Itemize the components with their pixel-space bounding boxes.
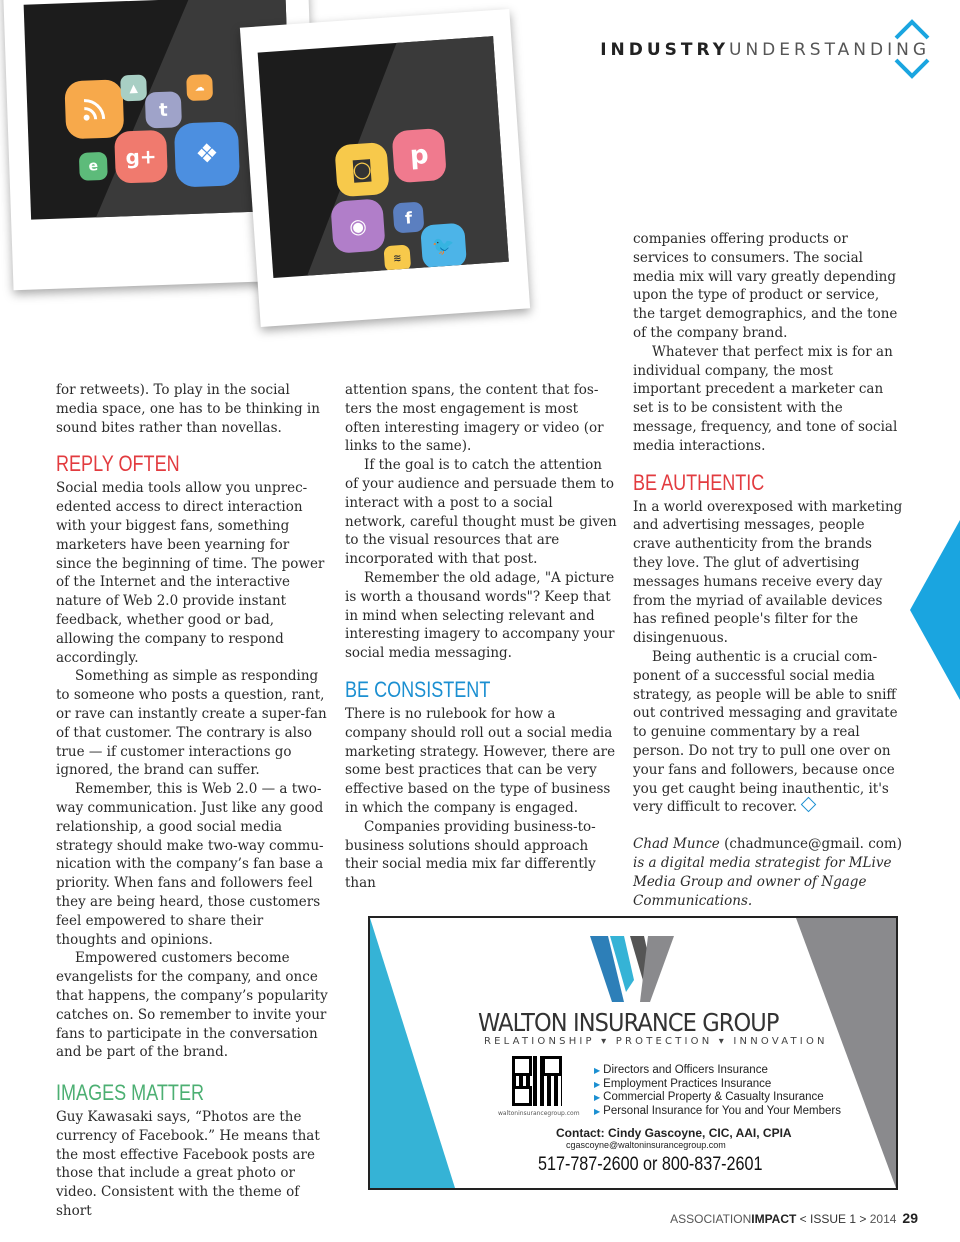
ad-email[interactable]: cgascoyne@waltoninsurancegroup.com <box>566 1140 726 1150</box>
column-1 <box>56 381 328 1221</box>
facebook-icon: f <box>392 201 424 233</box>
paragraph: There is no rulebook for how a company should roll out a social media marketing strategy. However, there are some best practices that can be very effective based on the type of business in which the company is engaged. <box>345 705 616 816</box>
footer-brand-bold: IMPACT <box>751 1212 797 1226</box>
paragraph: Empowered customers become evangelists for the company, and once that happens, the company’s popularity catches on. So remember to invite your fans to participate in the conversation and be part of the brand. <box>56 950 328 1061</box>
author-name: Chad Munce <box>633 836 720 853</box>
dropbox-icon: ❖ <box>174 121 240 187</box>
walton-insurance-ad <box>368 916 898 1190</box>
paragraph: Remember the old adage, "A picture is worth a thousand words"? Keep that in mind when selecting relevant and interesting imagery to accompany your social media messaging. <box>345 569 615 662</box>
heading-be-consistent: BE CONSISTENT <box>345 676 491 702</box>
ad-company-name: WALTON INSURANCE GROUP <box>478 1008 779 1037</box>
ad-blue-accent <box>370 918 455 1188</box>
paragraph: for retweets). To play in the social media space, one has to be thinking in sound bites rather than novellas. <box>56 382 320 436</box>
google-drive-icon: ▲ <box>120 74 147 101</box>
paragraph: Companies providing business-to-business solutions should approach their social media mix far differently than <box>345 818 596 892</box>
heading-be-authentic: BE AUTHENTIC <box>633 469 765 495</box>
qr-code-icon <box>512 1056 562 1106</box>
tumblr-icon: t <box>145 91 182 128</box>
instagram-icon: ◙ <box>334 142 390 198</box>
page-footer <box>670 1210 918 1226</box>
diamond-chevron-icon <box>892 14 932 84</box>
twitter-icon: 🐦 <box>420 223 467 270</box>
ad-services-list <box>594 1064 841 1118</box>
google-plus-icon: g+ <box>114 130 168 184</box>
column-2 <box>345 381 617 893</box>
ad-service-item: ▶ Directors and Officers Insurance <box>594 1064 841 1078</box>
paragraph: If the goal is to catch the attention of your audience and persuade them to interact with a post to a social network, careful thought must be given to the visual resources that are incorporated with that post. <box>345 457 617 568</box>
section-title-light: UNDERSTANDING <box>729 40 930 60</box>
paragraph: Whatever that perfect mix is for an individual company, the most important precedent a marketer can set is to be consistent with the message, frequency, and tone of social media interactions. <box>633 343 898 454</box>
paragraph <box>633 648 905 817</box>
soundcloud-icon: ☁ <box>186 74 213 101</box>
column-3 <box>633 230 905 910</box>
evernote-icon: e <box>79 152 108 181</box>
ad-service-item: ▶ Commercial Property & Casualty Insurance <box>594 1091 841 1105</box>
ad-contact: Contact: Cindy Gascoyne, CIC, AAI, CPIA <box>556 1126 792 1140</box>
polaroid-photo-right <box>240 9 530 327</box>
footer-issue: < ISSUE 1 > <box>796 1212 870 1226</box>
social-icons-photo-2 <box>258 36 509 278</box>
paragraph: Social media tools allow you unprecedented access to direct interaction with your biggest fans, something marketers have been yearning for since the beginning of time. The power of the Internet and the interactive nature of Web 2.0 provide instant feedback, whether good or bad, allowing the company to respond accordingly. <box>56 480 325 666</box>
ad-phone: 517-787-2600 or 800-837-2601 <box>538 1154 763 1175</box>
author-email: (chadmunce@gmail. com) <box>724 836 902 853</box>
paragraph: Something as simple as responding to someone who posts a question, rant, or rave can instantly create a super-fan of that customer. The contrary is also true — if customer interactions go ignored, the brand can suffer. <box>56 668 327 779</box>
ad-url[interactable]: waltoninsurancegroup.com <box>498 1110 580 1117</box>
footer-year: 2014 <box>869 1212 897 1226</box>
ad-service-item: ▶ Personal Insurance for You and Your Members <box>594 1105 841 1119</box>
paragraph: Remember, this is Web 2.0 — a two-way communication. Just like any good relationship, a good social media strategy should make two-way communication with the company’s fan base a priority. When fans and followers feel they are being heard, those customers feel empowered to share their thoughts and opinions. <box>56 781 324 948</box>
paragraph: In a world overexposed with marketing and advertising messages, people crave authenticity from the brands they love. The glut of advertising messages humans receive every day from the myriad of available devices has refined people's filter for the disingenuous. <box>633 498 903 647</box>
section-header <box>600 40 930 60</box>
paragraph-text: Being authentic is a crucial component of a successful social media strategy, as people will be able to sniff out contrived messaging and gravitate to genuine commentary by a real person. Do not try to pull one over on your fans and followers, because once you get caught being inauthentic, it's very difficult to recover. <box>633 648 898 816</box>
footer-brand-light: ASSOCIATION <box>670 1212 752 1226</box>
page-number: 29 <box>902 1210 918 1226</box>
pinterest-icon: p <box>391 128 447 184</box>
author-byline <box>633 835 905 910</box>
section-title-bold: INDUSTRY <box>600 40 729 60</box>
paragraph: companies offering products or services to consumers. The social media mix will vary greatly depending upon the type of product or service, the target demographics, and the tone of the company brand. <box>633 231 898 341</box>
heading-images-matter: IMAGES MATTER <box>56 1080 205 1106</box>
author-bio: is a digital media strategist for MLive Media Group and owner of Ngage Communications. <box>633 854 892 909</box>
page-edge-arrow-icon <box>910 520 960 700</box>
paragraph: attention spans, the content that fosters the most engagement is most often interesting imagery or video (or links to the same). <box>345 382 604 455</box>
paragraph: Guy Kawasaki says, “Photos are the currency of Facebook.” He means that the most effective Facebook posts are those that include a great photo or video. Consistent with the theme of short <box>56 1109 320 1220</box>
stumbleupon-icon: ≋ <box>383 244 411 272</box>
picasa-icon: ◉ <box>330 198 386 254</box>
ad-gray-accent <box>796 918 896 1188</box>
rss-icon <box>64 79 124 139</box>
ad-tagline: RELATIONSHIP ▾ PROTECTION ▾ INNOVATION <box>484 1036 828 1047</box>
walton-w-logo-icon <box>590 932 680 1004</box>
heading-reply-often: REPLY OFTEN <box>56 451 180 477</box>
ad-service-item: ▶ Employment Practices Insurance <box>594 1078 841 1092</box>
end-mark-icon <box>801 797 817 813</box>
